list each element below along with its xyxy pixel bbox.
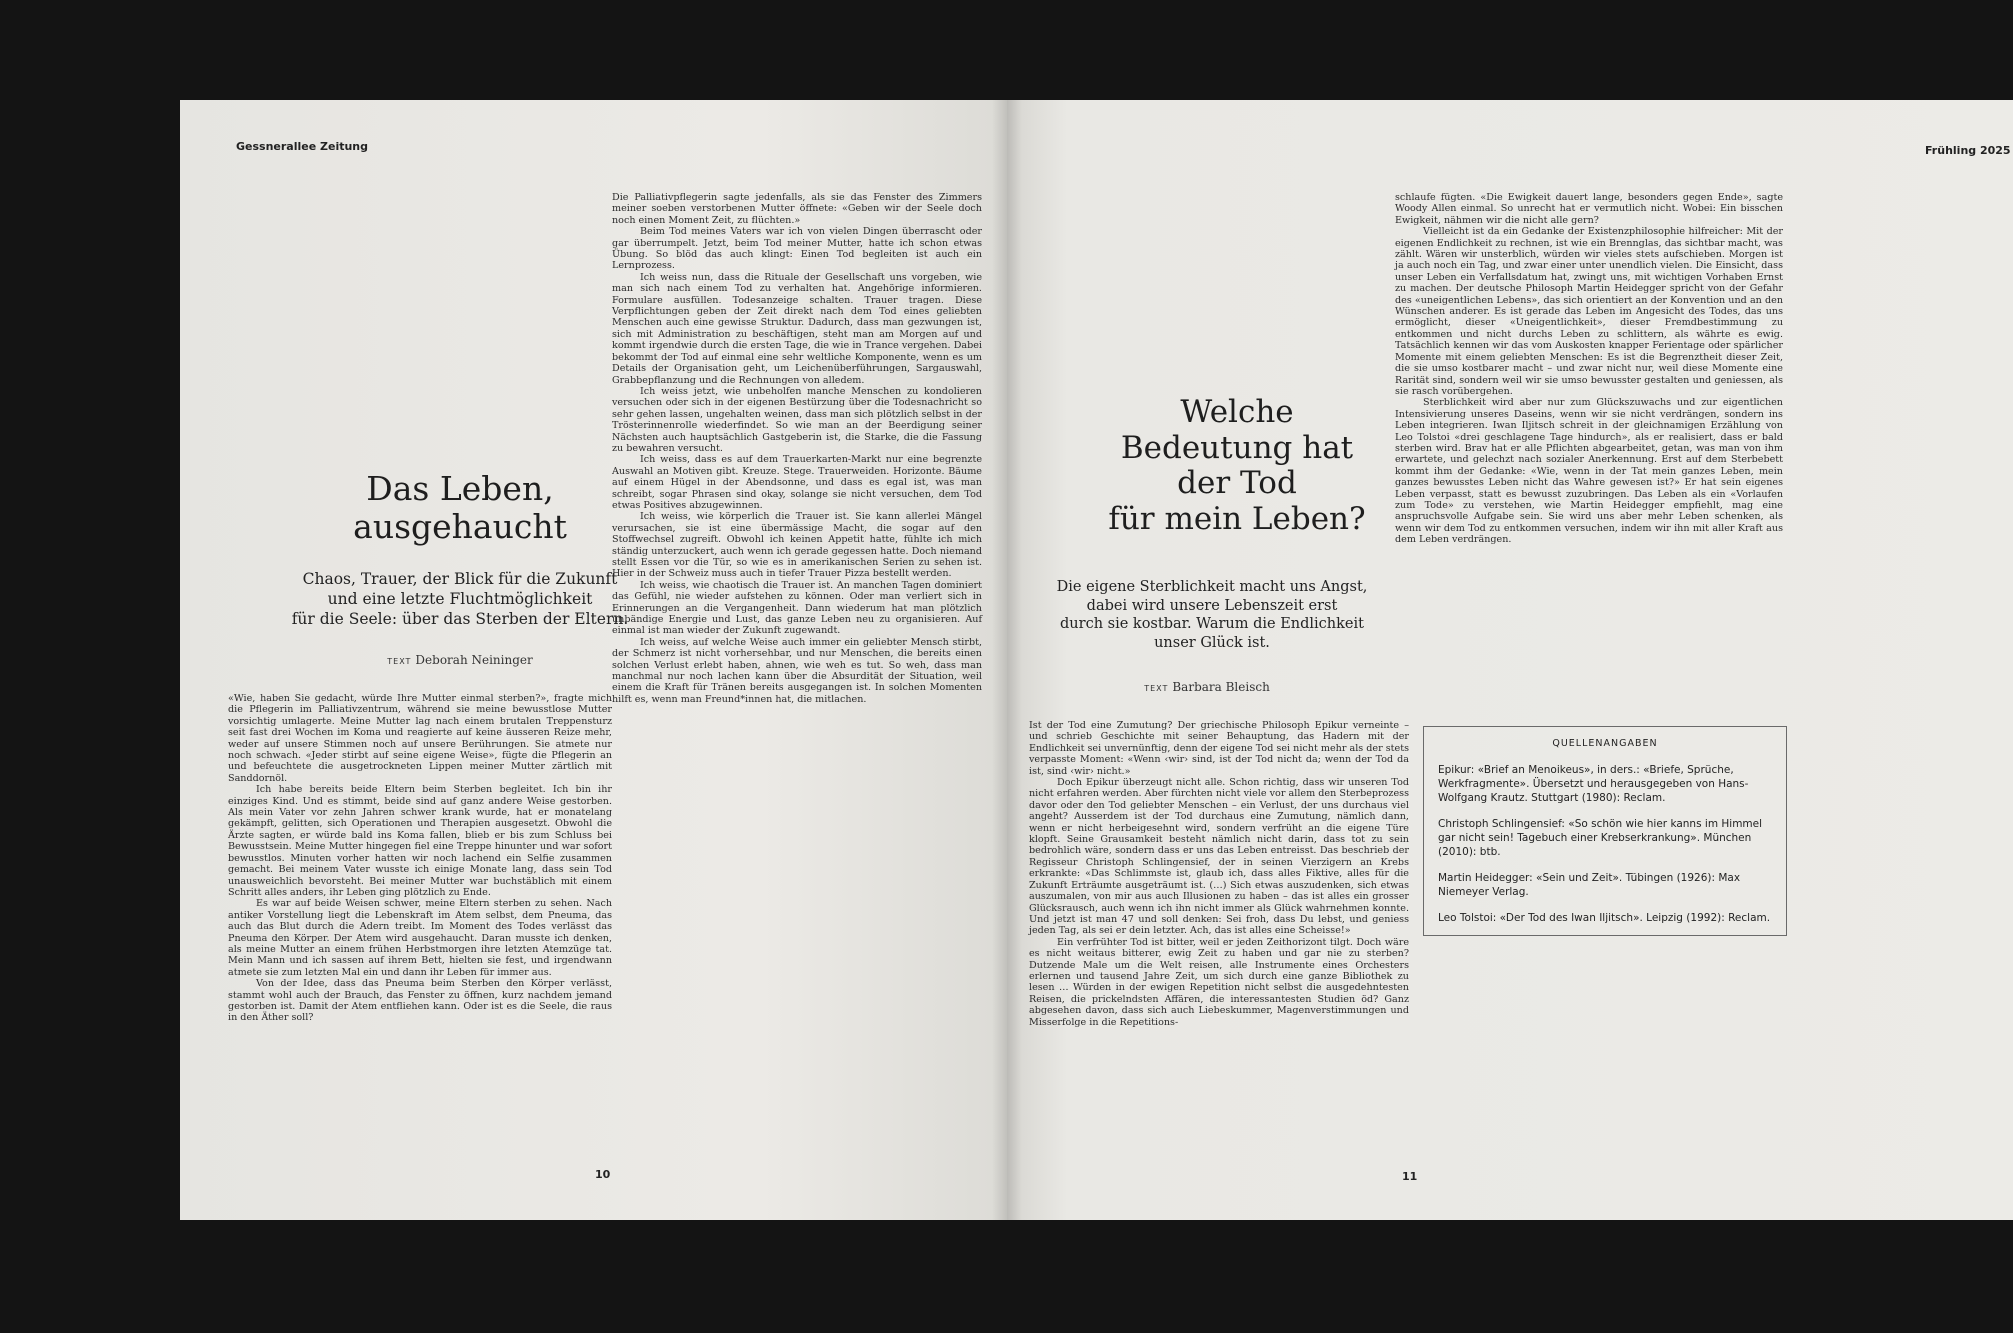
right-headline — [1087, 395, 1387, 538]
right-subhead-line: unser Glück ist. — [1154, 634, 1270, 651]
running-head-right: Frühling 2025 — [1925, 144, 2011, 157]
paragraph: Doch Epikur überzeugt nicht alle. Schon richtig, dass wir unseren Tod nicht erfahren werden. Aber fürchten nicht viele vor allem den Sterbeprozess davor oder den Tod geliebter Menschen – ein Verlust, der uns durchaus viel angeht? Ausserdem ist der Tod durchaus eine Zumutung, nämlich dann, wenn er nicht herbeigesehnt wird, sondern verfrüht an die eigene Türe klopft. Seine Grausamkeit besteht nämlich nicht darin, dass tot zu sein bedrohlich wäre, sondern dass er uns das Leben entreisst. Das beschrieb der Regisseur Christoph Schlingensief, der in seinen Vierzigern an Krebs erkrankte: «Das Schlimmste ist, glaub ich, dass alles Fiktive, alles für die Zukunft Erträumte ausgeträumt ist. (…) Sich etwas auszudenken, sich etwas auszumalen, von mir aus auch Illusionen zu haben – das ist alles ein grosser Glücksrausch, auch wenn ich ihn nicht immer als Glück wahrnehmen konnte. Und jetzt ist man 47 und soll denken: Sei froh, dass Du lebst, und geniess jeden Tag, als sei er dein letzter. Ach, das ist alles eine Scheisse!» — [1029, 777, 1409, 937]
left-subhead-line: Chaos, Trauer, der Blick für die Zukunft — [302, 570, 618, 588]
running-head-left: Gessnerallee Zeitung — [236, 140, 369, 153]
byline-label: TEXT — [387, 657, 412, 666]
paragraph: Die Palliativpflegerin sagte jedenfalls, als sie das Fenster des Zimmers meiner soeben verstorbenen Mutter öffnete: «Geben wir der Seele doch noch einen Moment Zeit, zu flüchten.» — [612, 192, 982, 226]
paragraph: Ich weiss nun, dass die Rituale der Gesellschaft uns vorgeben, wie man sich nach einem Tod zu verhalten hat. Angehörige informieren. Formulare ausfüllen. Todesanzeige schalten. Trauer tragen. Diese Verpflichtungen geben der Zeit direkt nach dem Tod eines geliebten Menschen auch eine gewisse Struktur. Dadurch, dass man gezwungen ist, sich mit Administration zu beschäftigen, steht man am Morgen auf und kommt irgendwie durch die ersten Tage, die wie in Trance vergehen. Dabei bekommt der Tod auf einmal eine sehr weltliche Komponente, wenn es um Details der Organisation geht, um Leichenüberführungen, Sargauswahl, Grabbepflanzung und die Rechnungen von alledem. — [612, 271, 982, 386]
right-headline-line: Bedeutung hat — [1120, 429, 1354, 466]
right-headline-line: Welche — [1180, 394, 1294, 430]
right-subhead-line: dabei wird unsere Lebenszeit erst — [1086, 597, 1338, 614]
right-column-top — [1395, 192, 1783, 546]
right-subhead-line: Die eigene Sterblichkeit macht uns Angst, — [1056, 579, 1368, 595]
byline-author: Deborah Neininger — [415, 653, 533, 667]
paragraph: schlaufe fügten. «Die Ewigkeit dauert lange, besonders gegen Ende», sagte Woody Allen einmal. So unrecht hat er vermutlich nicht. Wobei: Ein bisschen Ewigkeit, nähmen wir die nicht alle gern? — [1395, 192, 1783, 226]
paragraph: Ich weiss, wie körperlich die Trauer ist. Sie kann allerlei Mängel verursachen, sie ist eine übermässige Macht, die sogar auf den Stoffwechsel zugreift. Obwohl ich keinen Appetit hatte, fühlte ich mich ständig unterzuckert, auch wenn ich gerade gegessen hatte. Doch niemand stellt Essen vor die Tür, so wie es in amerikanischen Serien zu sehen ist. Hier in der Schweiz muss auch in tiefer Trauer Pizza bestellt werden. — [612, 511, 982, 580]
paragraph: Ich weiss, wie chaotisch die Trauer ist. An manchen Tagen dominiert das Gefühl, nie wieder aufstehen zu können. Oder man verliert sich in Erinnerungen an die Vergangenheit. Dann wiederum hat man plötzlich unbändige Energie und Lust, das ganze Leben neu zu organisieren. Auf einmal ist man wieder der Zukunft zugewandt. — [612, 579, 982, 637]
paragraph: Vielleicht ist da ein Gedanke der Existenzphilosophie hilfreicher: Mit der eigenen Endlichkeit zu rechnen, ist wie ein Brennglas, das sichtbar macht, was zählt. Wären wir unsterblich, würden wir vieles stets aufschieben. Morgen ist ja auch noch ein Tag, und zwar einer unter unendlich vielen. Die Einsicht, dass unser Leben ein Verfallsdatum hat, zwingt uns, mit wichtigen Vorhaben Ernst zu machen. Der deutsche Philosoph Martin Heidegger spricht von der Gefahr des «uneigentlichen Lebens», das sich orientiert an der Konvention und an den Wünschen anderer. Es ist gerade das Leben im Angesicht des Todes, das uns ermöglicht, dieser «Uneigentlichkeit», dieser Fremdbestimmung zu entkommen und nicht durchs Leben zu schlittern, als währte es ewig. Tatsächlich kennen wir das vom Auskosten knapper Ferientage oder spärlicher Momente mit einem geliebten Menschen: Es ist die Begrenztheit dieser Zeit, die sie umso kostbarer macht – und zwar nicht nur, weil diese Momente eine Rarität sind, sondern weil wir sie umso bewusster gestalten und geniessen, als sie rasch vorübergehen. — [1395, 226, 1783, 397]
left-subhead-line: und eine letzte Fluchtmöglichkeit — [327, 589, 593, 608]
source-entry: Leo Tolstoi: «Der Tod des Iwan Iljitsch». Leipzig (1992): Reclam. — [1438, 912, 1771, 924]
page-gutter — [992, 100, 1022, 1220]
left-subhead-line: für die Seele: über das Sterben der Eltern. — [291, 609, 629, 628]
paragraph: Beim Tod meines Vaters war ich von vielen Dingen überrascht oder gar überrumpelt. Jetzt, beim Tod meiner Mutter, hatte ich schon etwas Übung. So blöd das auch klingt: Einen Tod begleiten ist auch ein Lernprozess. — [612, 226, 982, 272]
right-subhead-line: durch sie kostbar. Warum die Endlichkeit — [1060, 616, 1364, 633]
source-entry: Epikur: «Brief an Menoikeus», in ders.: «Briefe, Sprüche, Werkfragmente». Übersetzt und herausgegeben von Hans-Wolfgang Krautz. Stuttgart (1980): Reclam. — [1438, 764, 1749, 804]
paragraph: Von der Idee, dass das Pneuma beim Sterben den Körper verlässt, stammt wohl auch der Brauch, das Fenster zu öffnen, kurz nachdem jemand gestorben ist. Damit der Atem entfliehen kann. Oder ist es die Seele, die raus in den Äther soll? — [228, 978, 612, 1024]
byline-author: Barbara Bleisch — [1172, 680, 1270, 694]
source-entry: Christoph Schlingensief: «So schön wie hier kanns im Himmel gar nicht sein! Tagebuch einer Krebserkrankung». München (2010): btb. — [1438, 818, 1763, 858]
left-headline — [300, 470, 620, 546]
right-page — [1007, 100, 2013, 1220]
left-headline-line: Das Leben, — [366, 469, 554, 508]
sources-box — [1423, 726, 1787, 936]
right-column-main — [1029, 720, 1409, 1028]
newspaper-spread — [180, 100, 2011, 1220]
left-column-2 — [612, 192, 982, 705]
left-byline — [280, 653, 640, 667]
sources-title: QUELLENANGABEN — [1552, 738, 1658, 749]
paragraph: «Wie, haben Sie gedacht, würde Ihre Mutter einmal sterben?», fragte mich die Pflegerin im Palliativzentrum, während sie meine bewusstlose Mutter vorsichtig umlagerte. Meine Mutter lag nach einem brutalen Treppensturz seit fast drei Wochen im Koma und reagierte auf keine äusseren Reize mehr, weder auf unsere Stimmen noch auf unsere Berührungen. Sie atmete nur noch schwach. «Jeder stirbt auf seine eigene Weise», fügte die Pflegerin an und befeuchtete die ausgetrockneten Lippen meiner Mutter zärtlich mit Sanddornöl. — [228, 693, 612, 784]
page-number-left: 10 — [595, 1168, 611, 1181]
paragraph: Ich weiss, auf welche Weise auch immer ein geliebter Mensch stirbt, der Schmerz ist nicht vorhersehbar, und nur Menschen, die bereits einen solchen Verlust erlebt haben, ahnen, wie weh es tut. So weh, dass man manchmal nur noch lachen kann über die Absurdität der Situation, weil einem die Kraft für Tränen bereits ausgegangen ist. In solchen Momenten hilft es, wenn man Freund*innen hat, die mitlachen. — [612, 636, 982, 705]
paragraph: Sterblichkeit wird aber nur zum Glückszuwachs und zur eigentlichen Intensivierung unseres Daseins, wenn wir sie nicht verdrängen, sondern ins Leben integrieren. Iwan Iljitsch schreit in der gleichnamigen Erzählung von Leo Tolstoi «drei geschlagene Tage hindurch», als er realisiert, dass er bald sterben wird. Brav hat er alle Pflichten abgearbeitet, getan, was man von ihm erwartete, und gelechzt nach sozialer Anerkennung. Erst auf dem Sterbebett kommt ihm der Gedanke: «Wie, wenn in der Tat mein ganzes Leben, mein ganzes bewusstes Leben nicht das Wahre gewesen ist?» Er hat sein eigenes Leben verpasst, statt es bewusst zuzubringen. Das Leben als ein «Vorlaufen zum Tode» zu verstehen, wie Martin Heidegger empfiehlt, mag eine anspruchsvolle Aufgabe sein. Sie wird uns aber mehr Leben schenken, als wenn wir dem Tod zu entkommen versuchen, indem wir ihn mit aller Kraft aus dem Leben verdrängen. — [1395, 397, 1783, 546]
paragraph: Ich weiss, dass es auf dem Trauerkarten-Markt nur eine begrenzte Auswahl an Motiven gibt. Kreuze. Stege. Trauerweiden. Horizonte. Bäume auf einem Hügel in der Abendsonne, und dass es egal ist, was man schreibt, sogar Phrasen sind okay, solange sie nicht versuchen, dem Tod etwas Positives abzugewinnen. — [612, 454, 982, 511]
right-byline — [1057, 680, 1357, 694]
right-headline-line: der Tod — [1177, 465, 1297, 502]
paragraph: Es war auf beide Weisen schwer, meine Eltern sterben zu sehen. Nach antiker Vorstellung liegt die Lebenskraft im Atem selbst, dem Pneuma, das auch das Blut durch die Adern treibt. Im Moment des Todes verlässt das Pneuma den Körper. Der Atem wird ausgehaucht. Daran musste ich denken, als meine Mutter an einem frühen Herbstmorgen ihre letzten Atemzüge tat. Mein Mann und ich sassen auf ihrem Bett, hielten sie fest, und irgendwann atmete sie zum letzten Mal ein und dann ihr Leben für immer aus. — [228, 898, 612, 978]
source-entry: Martin Heidegger: «Sein und Zeit». Tübingen (1926): Max Niemeyer Verlag. — [1438, 872, 1741, 898]
paragraph: Ist der Tod eine Zumutung? Der griechische Philosoph Epikur verneinte – und schrieb Geschichte mit seiner Behauptung, das Hadern mit der Endlichkeit sei unvernünftig, denn der eigene Tod sei nicht mehr als der stets verpasste Moment: «Wenn ‹wir› sind, ist der Tod nicht da; wenn der Tod da ist, sind ‹wir› nicht.» — [1029, 720, 1409, 777]
right-headline-line: für mein Leben? — [1108, 500, 1366, 537]
byline-label: TEXT — [1144, 684, 1169, 693]
left-headline-line: ausgehaucht — [353, 506, 567, 546]
page-number-right: 11 — [1402, 1170, 1418, 1183]
paragraph: Ich habe bereits beide Eltern beim Sterben begleitet. Ich bin ihr einziges Kind. Und es stimmt, beide sind auf ganz andere Weise gestorben. Als mein Vater vor zehn Jahren schwer krank wurde, hat er monatelang gekämpft, gelitten, sich Operationen und Therapien ausgesetzt. Obwohl die Ärzte sagten, er würde bald ins Koma fallen, blieb er bis zum Schluss bei Bewusstsein. Meine Mutter hingegen fiel eine Treppe hinunter und war sofort bewusstlos. Minuten vorher hatten wir noch lachend ein Selfie zusammen gemacht. Bei meinem Vater wusste ich einige Monate lang, dass sein Tod unausweichlich bevorsteht. Bei meiner Mutter war buchstäblich mit einem Schritt alles anders, ihr Leben ging plötzlich zu Ende. — [228, 784, 612, 898]
left-column-1 — [228, 693, 612, 1024]
paragraph: Ein verfrühter Tod ist bitter, weil er jeden Zeithorizont tilgt. Doch wäre es nicht weitaus bitterer, ewig Zeit zu haben und gar nie zu sterben? Dutzende Male um die Welt reisen, alle Instrumente eines Orchesters erlernen und tausend Jahre Zeit, um sich durch eine ganze Bibliothek zu lesen … Würden in der ewigen Repetition nicht selbst die ausgedehntesten Reisen, die prickelndsten Affären, die interessantesten Studien öd? Ganz abgesehen davon, dass sich auch Liebeskummer, Magenverstimmungen und Misserfolge in die Repetitions- — [1029, 936, 1409, 1028]
left-page — [180, 100, 1007, 1220]
paragraph: Ich weiss jetzt, wie unbeholfen manche Menschen zu kondolieren versuchen oder sich in der eigenen Bestürzung über die Todesnachricht so sehr gehen lassen, ungehalten weinen, dass man sich plötzlich selbst in der Trösterinnenrolle wiederfindet. So wie man an der Beerdigung seiner Nächsten auch hauptsächlich Gastgeberin ist, die Starke, die die Fassung zu bewahren versucht. — [612, 385, 982, 454]
right-subhead — [1012, 578, 1412, 652]
